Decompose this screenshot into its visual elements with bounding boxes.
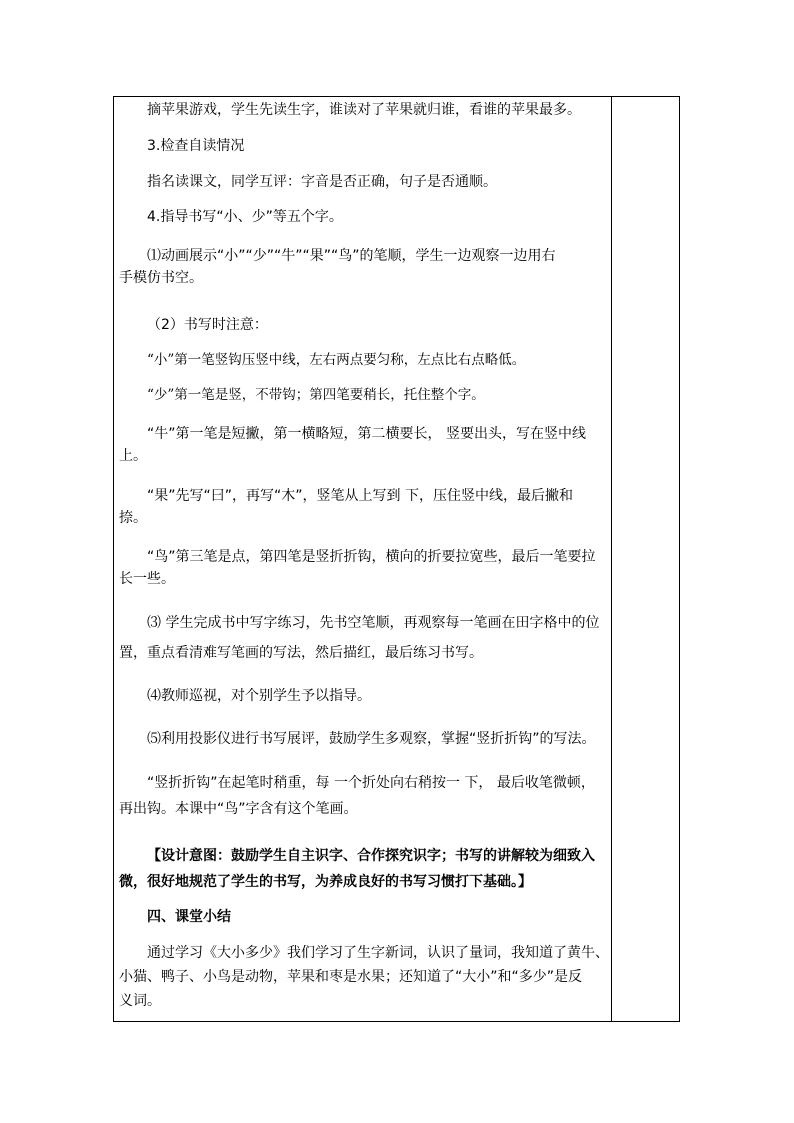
text-line: “牛”第一笔是短撇，第一横略短，第二横要长， 竖要出头，写在竖中线 <box>147 426 586 442</box>
text-line: 摘苹果游戏，学生先读生字，谁读对了苹果就归谁，看谁的苹果最多。 <box>147 102 581 118</box>
lesson-content-cell <box>114 97 611 1021</box>
text-line: ⑸利用投影仪进行书写展评，鼓励学生多观察，掌握“竖折折钩”的写法。 <box>147 731 596 747</box>
text-line: 置，重点看清难写笔画的写法，然后描红，最后练习书写。 <box>119 645 483 661</box>
text-line: 义词。 <box>119 993 161 1009</box>
text-line: 通过学习《大小多少》我们学习了生字新词，认识了量词，我知道了黄牛、 <box>147 945 609 961</box>
text-line: “竖折折钩”在起笔时稍重，每 一个折处向右稍按一 下， 最后收笔微顿， <box>147 775 595 791</box>
text-line: 手模仿书空。 <box>119 270 203 286</box>
text-line: 捺。 <box>119 510 147 526</box>
text-line: ⑷教师巡视，对个别学生予以指导。 <box>147 688 371 704</box>
text-line: “小”第一笔竖钩压竖中线，左右两点要匀称，左点比右点略低。 <box>147 352 526 368</box>
text-line: 长一些。 <box>119 571 175 587</box>
text-line: 小猫、鸭子、小鸟是动物，苹果和枣是水果；还知道了“大小”和“多少”是反 <box>119 969 583 985</box>
text-line: “鸟”第三笔是点，第四笔是竖折折钩，横向的折要拉宽些，最后一笔要拉 <box>147 549 596 565</box>
text-line: （2）书写时注意： <box>147 317 268 333</box>
text-line: “果”先写“曰”，再写“木”，竖笔从上写到 下，压住竖中线，最后撇和 <box>147 488 573 504</box>
text-line: 上。 <box>119 448 147 464</box>
column-divider <box>611 97 612 1021</box>
section-heading: 4.指导书写“小、少”等五个字。 <box>147 209 343 225</box>
section-heading: 3.检查自读情况 <box>147 138 245 154</box>
text-line: ⑶ 学生完成书中写字练习，先书空笔顺，再观察每一笔画在田字格中的位 <box>147 615 600 631</box>
text-line: ⑴动画展示“小”“少”“牛”“果”“鸟”的笔顺，学生一边观察一边用右 <box>147 248 556 264</box>
lesson-table <box>113 96 680 1022</box>
text-line: 指名读课文，同学互评：字音是否正确，句子是否通顺。 <box>147 174 497 190</box>
text-line: “少”第一笔是竖，不带钩；第四笔要稍长，托住整个字。 <box>147 387 485 403</box>
section-heading: 四、课堂小结 <box>147 909 231 925</box>
design-intent: 微，很好地规范了学生的书写，为养成良好的书写习惯打下基础。】 <box>119 874 532 890</box>
text-line: 再出钩。本课中“鸟”字含有这个笔画。 <box>119 801 358 817</box>
design-intent: 【设计意图：鼓励学生自主识字、合作探究识字；书写的讲解较为细致入 <box>147 848 595 864</box>
